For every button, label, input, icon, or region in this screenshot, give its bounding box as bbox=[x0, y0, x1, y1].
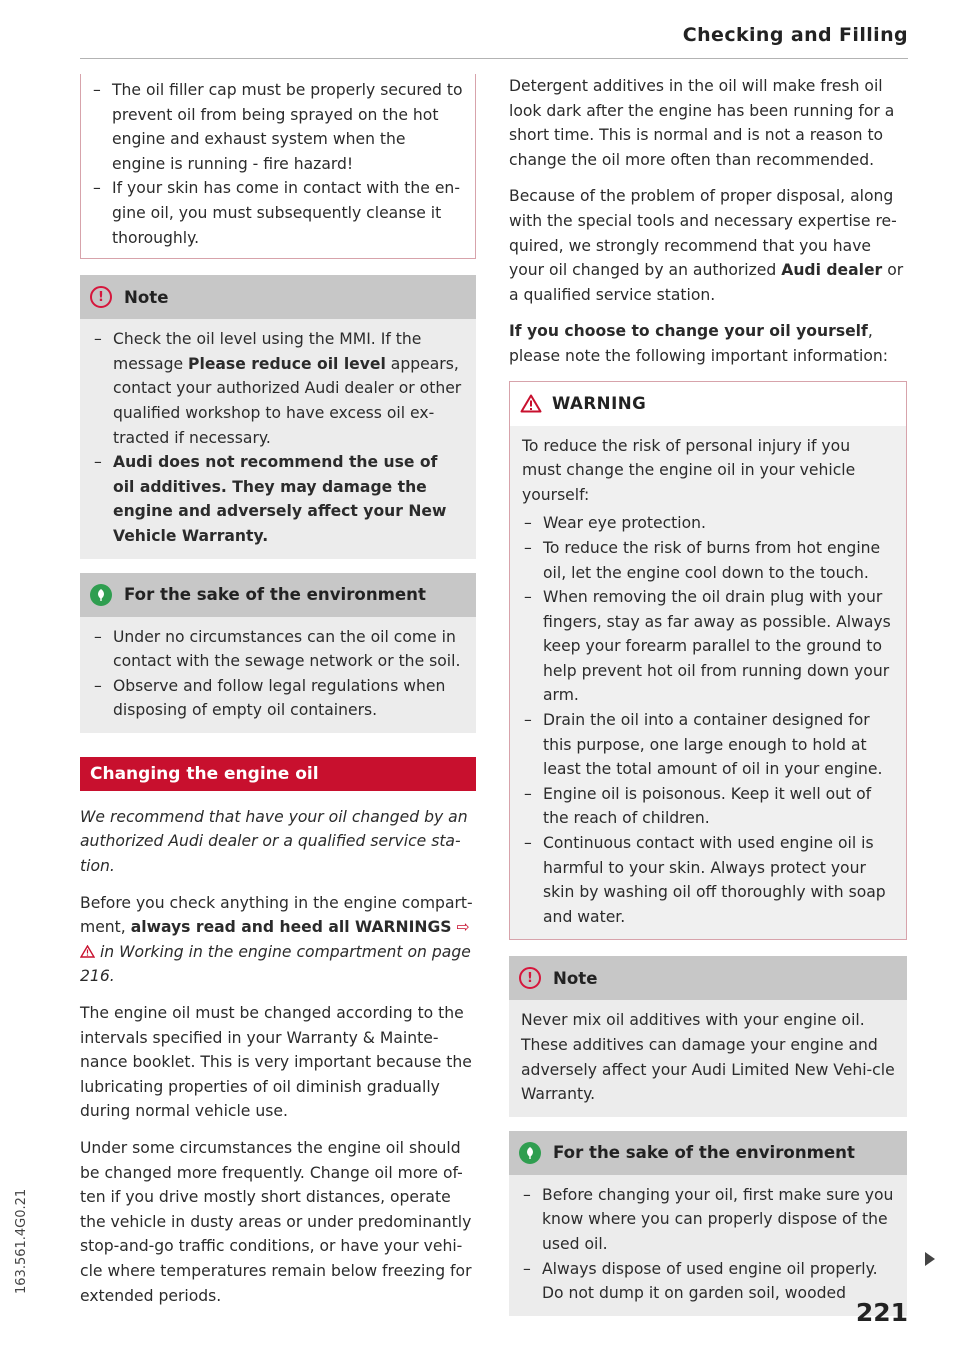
environment-header bbox=[80, 573, 476, 617]
leaf-circle-icon bbox=[90, 584, 112, 606]
list-item: – If your skin has come in contact with the en-gine oil, you must subsequently cleanse it thoroughly. bbox=[91, 176, 463, 250]
mmi-message: Please reduce oil level bbox=[188, 354, 386, 373]
environment-title: For the sake of the environment bbox=[124, 585, 426, 604]
list-item: – Observe and follow legal regulations when disposing of empty oil containers. bbox=[92, 674, 464, 723]
paragraph-warnings-ref: Before you check anything in the engine compart-ment, always read and heed all WARNINGS ⇨ in Working in the engine compartment on page 216. bbox=[80, 893, 473, 986]
note-header bbox=[509, 956, 907, 1000]
cross-reference-link[interactable]: ⇨ bbox=[80, 918, 470, 961]
right-column bbox=[509, 74, 907, 1330]
section-intro: We recommend that have your oil changed by an authorized Audi dealer or a qualified service sta-tion. bbox=[80, 807, 468, 876]
note-body bbox=[80, 319, 476, 558]
list-item: – The oil filler cap must be properly secured to prevent oil from being sprayed on the hot engine and exhaust system when the engine is running - fire hazard! bbox=[91, 78, 463, 176]
note-box bbox=[80, 275, 476, 558]
environment-body bbox=[80, 617, 476, 733]
paragraph-detergent: Detergent additives in the oil will make fresh oil look dark after the engine has been running for a short time. This is normal and is not a reason to change the oil more often than recommended. bbox=[509, 77, 895, 169]
paragraph-intervals: The engine oil must be changed according to the intervals specified in your Warranty & Mainte-nance booklet. This is very important because the lubricating properties of oil diminish gradually during normal vehicle use. bbox=[80, 1004, 472, 1121]
environment-header bbox=[509, 1131, 907, 1175]
list-item: – Audi does not recommend the use of oil additives. They may damage the engine and adversely affect your New Vehicle Warranty. bbox=[92, 450, 464, 548]
document-code: 163.561.4G0.21 bbox=[14, 1188, 29, 1294]
list-item: – Before changing your oil, first make sure you know where you can properly dispose of the used oil. bbox=[521, 1183, 895, 1257]
list-item: – Under no circumstances can the oil come in contact with the sewage network or the soil. bbox=[92, 625, 464, 674]
note-box bbox=[509, 956, 907, 1116]
page-number: 221 bbox=[855, 1298, 908, 1327]
warning-body bbox=[510, 426, 906, 940]
warning-header bbox=[510, 382, 906, 426]
left-column bbox=[80, 74, 476, 1320]
list-item: – Drain the oil into a container designed for this purpose, one large enough to hold at least the total amount of oil in your engine. bbox=[522, 708, 894, 782]
warning-intro: To reduce the risk of personal injury if you must change the engine oil in your vehicle yourself: bbox=[522, 436, 856, 504]
exclamation-circle-icon: ! bbox=[90, 286, 112, 308]
warning-tail-list bbox=[91, 78, 463, 250]
environment-box bbox=[80, 573, 476, 733]
running-title: Checking and Filling bbox=[682, 24, 908, 46]
section-title: Changing the engine oil bbox=[80, 757, 476, 791]
list-item: – Wear eye protection. bbox=[522, 511, 894, 536]
note-body bbox=[509, 1000, 907, 1116]
note-title: Note bbox=[124, 287, 169, 307]
paragraph-frequency: Under some circumstances the engine oil should be changed more frequently. Change oil more of-ten if you drive mostly short distances, operate the vehicle in dusty areas or under predominantly stop-and-go traffic conditions, or have your vehi-cle where temperatures remain below freezing for extended periods. bbox=[80, 1139, 472, 1305]
note-header bbox=[80, 275, 476, 319]
environment-title: For the sake of the environment bbox=[553, 1143, 855, 1163]
list-item: – Always dispose of used engine oil properly. Do not dump it on garden soil, wooded bbox=[521, 1257, 895, 1306]
paragraph-diy: If you choose to change your oil yourself, please note the following important information: bbox=[509, 322, 889, 365]
exclamation-circle-icon: ! bbox=[519, 967, 541, 989]
list-item: – Continuous contact with used engine oil is harmful to your skin. Always protect your skin by washing oil off thoroughly with soap and water. bbox=[522, 831, 894, 929]
warning-triangle-icon bbox=[520, 394, 542, 413]
environment-box bbox=[509, 1131, 907, 1316]
list-item: – To reduce the risk of burns from hot engine oil, let the engine cool down to the touch. bbox=[522, 536, 894, 585]
list-item: – When removing the oil drain plug with your fingers, stay as far away as possible. Always keep your forearm parallel to the ground to help prevent hot oil from running down your arm. bbox=[522, 585, 894, 708]
paragraph-disposal: Because of the problem of proper disposal, along with the special tools and necessary expertise re-quired, we strongly recommend that you have your oil changed by an authorized Audi dealer or a qualified service station. bbox=[509, 187, 904, 304]
list-item: – Check the oil level using the MMI. If the message Please reduce oil level appears, contact your authorized Audi dealer or other qualified workshop to have excess oil ex-tracted if necessary. bbox=[92, 327, 464, 450]
warning-triangle-icon bbox=[80, 945, 95, 958]
note-title: Note bbox=[553, 968, 598, 988]
warning-box-continued bbox=[80, 74, 476, 259]
warning-box bbox=[509, 381, 907, 941]
note-text: Never mix oil additives with your engine oil. These additives can damage your engine and adversely affect your Audi Limited New Vehi-cle Warranty. bbox=[521, 1011, 895, 1104]
continue-arrow-icon bbox=[925, 1252, 935, 1266]
warning-title: WARNING bbox=[552, 394, 647, 414]
header-rule bbox=[80, 58, 908, 59]
list-item: – Engine oil is poisonous. Keep it well out of the reach of children. bbox=[522, 782, 894, 831]
environment-body bbox=[509, 1175, 907, 1316]
leaf-circle-icon bbox=[519, 1142, 541, 1164]
